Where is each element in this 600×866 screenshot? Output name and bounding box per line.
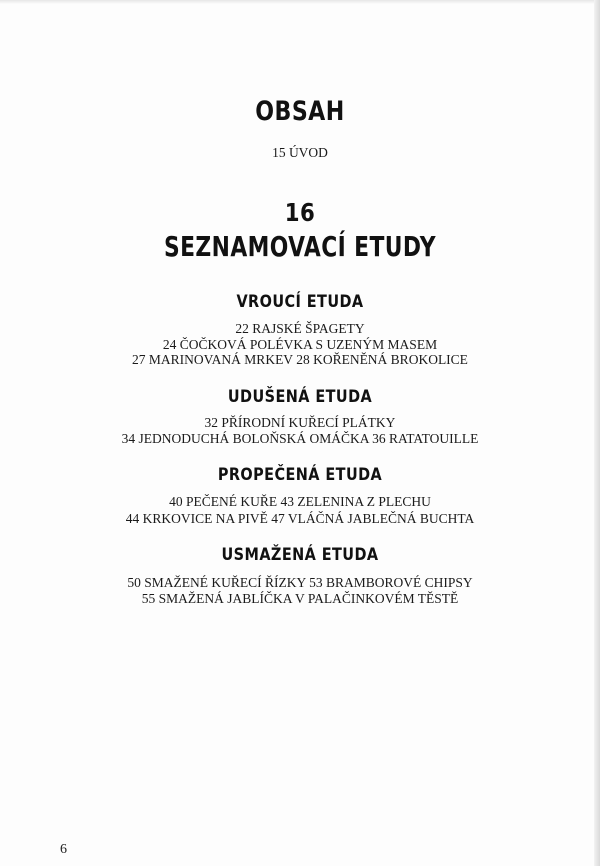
scan-edge-top — [0, 0, 600, 4]
section-heading-vrouci: VROUCÍ ETUDA — [236, 292, 364, 312]
toc-line: 44 KRKOVICE NA PIVĚ 47 VLÁČNÁ JABLEČNÁ BUCHTA — [125, 511, 475, 526]
page-title: OBSAH — [255, 96, 345, 127]
chapter-title: SEZNAMOVACÍ ETUDY — [163, 230, 437, 263]
toc-line: 50 SMAŽENÉ KUŘECÍ ŘÍZKY 53 BRAMBOROVÉ CHIPSY — [127, 575, 473, 590]
toc-entry-intro: 15 ÚVOD — [272, 145, 328, 160]
toc-line: 32 PŘÍRODNÍ KUŘECÍ PLÁTKY — [204, 415, 396, 430]
toc-line: 27 MARINOVANÁ MRKEV 28 KOŘENĚNÁ BROKOLICE — [132, 352, 468, 367]
toc-line: 24 ČOČKOVÁ POLÉVKA S UZENÝM MASEM — [162, 337, 438, 352]
section-heading-usmazena: USMAŽENÁ ETUDA — [221, 545, 379, 565]
page-number: 6 — [60, 842, 67, 857]
toc-line: 22 RAJSKÉ ŠPAGETY — [235, 321, 365, 336]
chapter-number: 16 — [284, 198, 316, 227]
toc-line: 40 PEČENÉ KUŘE 43 ZELENINA Z PLECHU — [169, 494, 431, 509]
toc-line: 34 JEDNODUCHÁ BOLOŇSKÁ OMÁČKA 36 RATATOUILLE — [121, 431, 479, 446]
section-heading-udusena: UDUŠENÁ ETUDA — [227, 387, 373, 407]
section-heading-propecena: PROPEČENÁ ETUDA — [217, 465, 383, 485]
toc-line: 55 SMAŽENÁ JABLÍČKA V PALAČINKOVÉM TĚSTĚ — [141, 591, 459, 606]
